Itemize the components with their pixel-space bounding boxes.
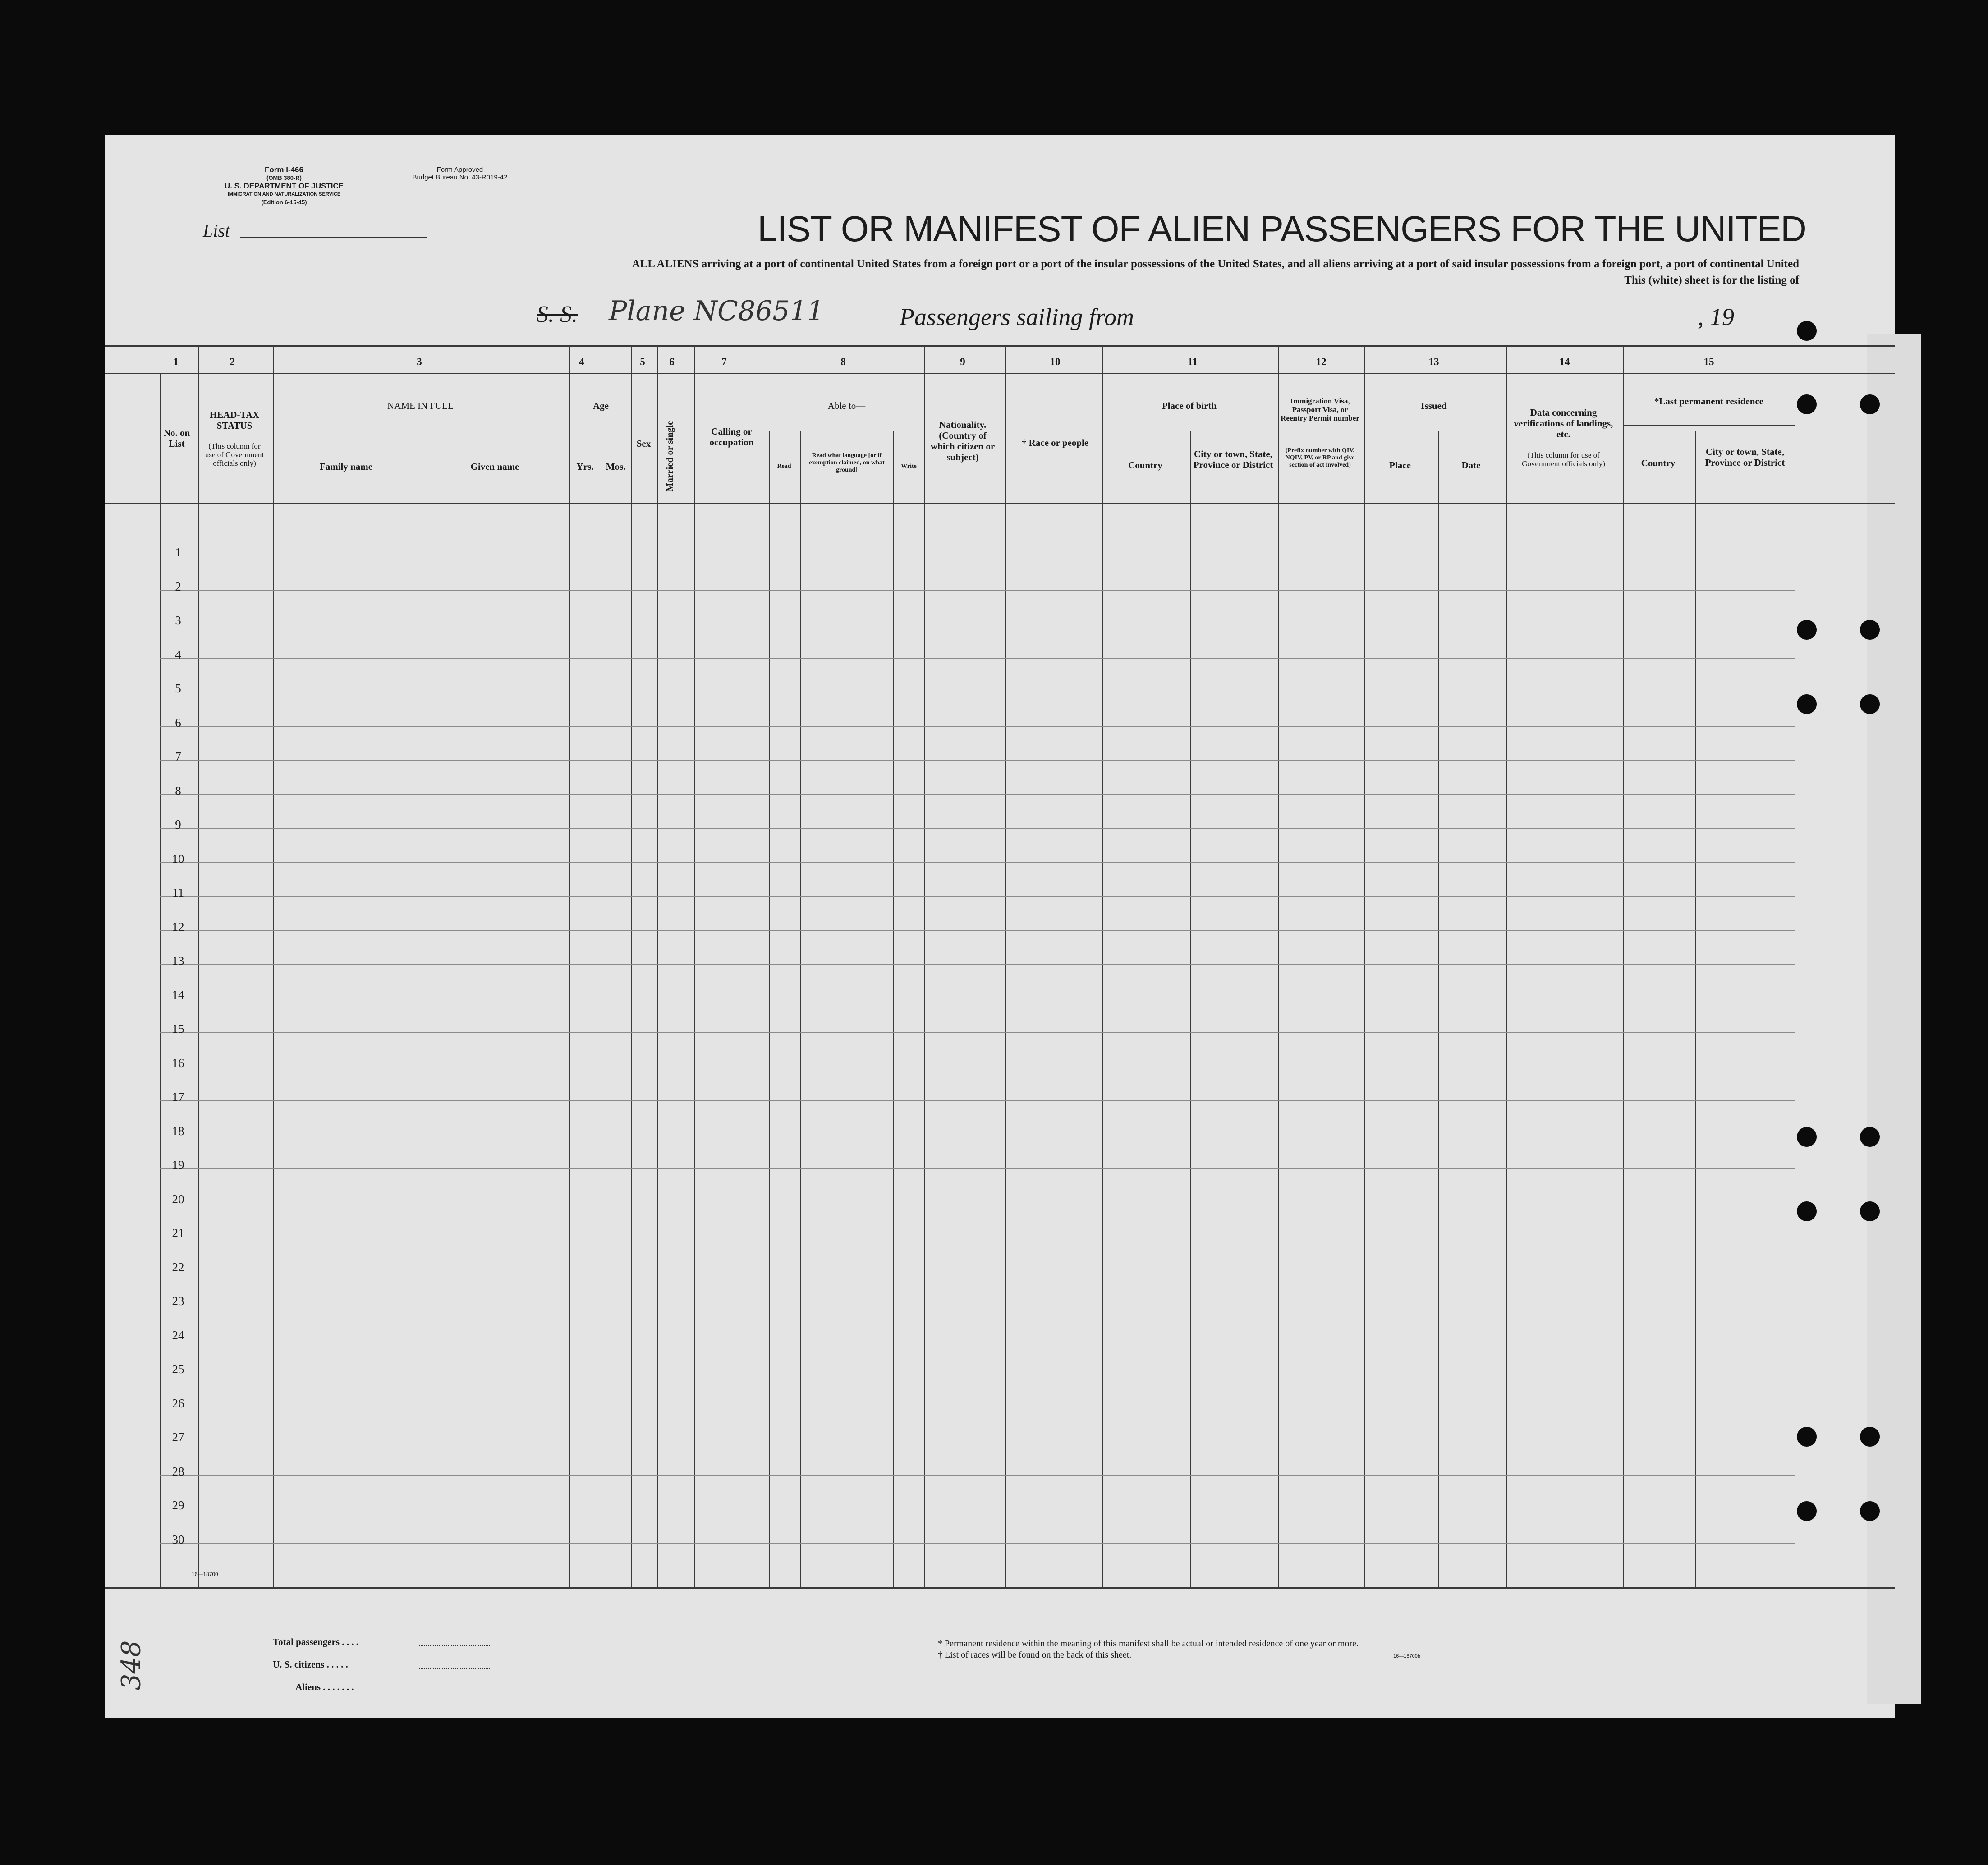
header-data-note: (This column for use of Government officials only) (1522, 451, 1605, 468)
colnum-divider (273, 346, 274, 373)
header-nationality: Nationality. (Country of which citizen or subject) (930, 419, 995, 463)
header-name-in-full: NAME IN FULL (387, 400, 454, 411)
punch-hole (1797, 394, 1817, 414)
header-res-country: Country (1641, 458, 1676, 468)
row-number: 24 (172, 1329, 184, 1342)
column-line (800, 431, 801, 1587)
row-number: 14 (172, 988, 184, 1002)
header-read: Read (777, 463, 791, 470)
punch-hole (1797, 321, 1817, 341)
subtitle: ALL ALIENS arriving at a port of continental United States from a foreign port or a port of the insular possessions of the United States, and all aliens arriving at a port of said insular possessions from a foreign port, a port of continental United (632, 258, 1799, 270)
header-age: Age (593, 400, 609, 411)
header-bottom-border (105, 503, 1895, 504)
us-citizens-blank (419, 1668, 491, 1669)
subtitle-2: This (white) sheet is for the listing of (1624, 274, 1799, 286)
form-number: Form I-466 (265, 165, 303, 174)
form-department: U. S. DEPARTMENT OF JUSTICE (224, 182, 344, 190)
row-number: 26 (172, 1397, 184, 1410)
col-number-5: 5 (640, 356, 645, 367)
budget-number: Budget Bureau No. 43-R019-42 (412, 174, 508, 181)
header-issued-date: Date (1461, 460, 1481, 471)
column-line (769, 431, 770, 1587)
row-number: 13 (172, 954, 184, 967)
row-number: 4 (175, 648, 181, 661)
row-number: 8 (175, 784, 181, 797)
year-value: 19 (1710, 303, 1734, 330)
form-edition: (Edition 6-15-45) (261, 199, 307, 206)
row-line (160, 1100, 1795, 1101)
punch-hole (1860, 694, 1880, 714)
header-mos: Mos. (606, 461, 626, 472)
colnum-divider (1623, 346, 1624, 373)
row-number: 20 (172, 1192, 184, 1206)
header-visa-note: (Prefix number with QIV, NQIV, PV, or RP and give section of act involved) (1285, 447, 1355, 468)
torn-edge (1867, 334, 1921, 1704)
punch-hole (1797, 620, 1817, 640)
row-line (160, 1543, 1795, 1544)
row-line (160, 726, 1795, 727)
punch-hole (1797, 1201, 1817, 1221)
header-last-residence: *Last permanent residence (1654, 396, 1764, 407)
punch-hole (1860, 1201, 1880, 1221)
col-number-12: 12 (1316, 356, 1327, 367)
header-birth-city: City or town, State, Province or District (1193, 449, 1273, 470)
total-passengers-label: Total passengers . . . . (273, 1636, 358, 1647)
punch-hole (1860, 1127, 1880, 1147)
colnum-border (105, 373, 1895, 374)
residence-subheader-line (1623, 425, 1795, 426)
print-code-2: 16—18700b (1393, 1654, 1420, 1659)
form-id-block (194, 166, 374, 206)
punch-hole (1860, 394, 1880, 414)
row-line (160, 1168, 1795, 1169)
row-number: 3 (175, 614, 181, 627)
header-race: † Race or people (1021, 437, 1089, 448)
row-line (160, 590, 1795, 591)
header-write: Write (901, 463, 917, 470)
header-sex: Sex (636, 438, 651, 449)
row-number: 1 (175, 545, 181, 559)
col-number-4: 4 (579, 356, 584, 367)
colnum-divider (1278, 346, 1279, 373)
row-line (160, 658, 1795, 659)
row-number: 16 (172, 1056, 184, 1070)
row-number: 19 (172, 1158, 184, 1172)
row-number: 22 (172, 1260, 184, 1274)
header-visa: Immigration Visa, Passport Visa, or Reentry Permit number (1281, 397, 1359, 422)
header-head-tax: HEAD-TAX STATUS (209, 409, 260, 431)
row-number: 29 (172, 1498, 184, 1512)
header-issued-place: Place (1389, 460, 1411, 471)
row-number: 2 (175, 580, 181, 593)
row-number: 12 (172, 920, 184, 934)
col-number-6: 6 (669, 356, 675, 367)
row-line (160, 794, 1795, 795)
row-number: 17 (172, 1090, 184, 1104)
header-data-concerning: Data concerning verifications of landings, etc. (1514, 407, 1613, 440)
row-line (160, 862, 1795, 863)
year-prefix: , 19 (1698, 303, 1734, 330)
list-label: List (203, 220, 230, 241)
header-yrs: Yrs. (576, 461, 594, 472)
row-number: 28 (172, 1465, 184, 1478)
row-line (160, 1475, 1795, 1476)
table-bottom-border (105, 1587, 1895, 1589)
total-passengers-blank (419, 1645, 491, 1646)
punch-hole (1797, 1427, 1817, 1447)
ss-label: S. S. (537, 302, 578, 327)
form-service: IMMIGRATION AND NATURALIZATION SERVICE (227, 192, 341, 197)
punch-hole (1860, 1501, 1880, 1521)
punch-hole (1860, 1427, 1880, 1447)
table-top-border (105, 345, 1895, 347)
footnote-permanent: * Permanent residence within the meaning of this manifest shall be actual or intended residence of one year or more. (938, 1639, 1359, 1649)
col-number-9: 9 (960, 356, 965, 367)
col-number-14: 14 (1559, 356, 1570, 367)
us-citizens-label: U. S. citizens . . . . . (273, 1659, 348, 1670)
margin-note: 348 (115, 1640, 147, 1691)
col-number-2: 2 (230, 356, 235, 367)
approval-block (392, 166, 528, 181)
print-code: 16—18700 (192, 1571, 218, 1577)
header-head-tax-note: (This column for use of Government officials only) (205, 442, 264, 467)
colnum-divider (694, 346, 695, 373)
row-number: 7 (175, 750, 181, 763)
row-line (160, 896, 1795, 897)
colnum-divider (198, 346, 199, 373)
vessel-name-handwritten: Plane NC86511 (609, 295, 824, 327)
column-line (1695, 431, 1696, 1587)
row-number: 11 (172, 886, 184, 899)
header-place-of-birth: Place of birth (1162, 400, 1217, 411)
header-birth-country: Country (1128, 460, 1162, 471)
header-calling: Calling or occupation (709, 426, 754, 448)
aliens-label: Aliens . . . . . . . (295, 1682, 354, 1692)
row-line (160, 760, 1795, 761)
header-read-language: Read what language [or if exemption claimed, on what ground] (809, 452, 885, 473)
row-line (160, 828, 1795, 829)
form-approval: Form Approved (436, 166, 483, 174)
colnum-divider (1364, 346, 1365, 373)
row-number: 15 (172, 1022, 184, 1036)
row-number: 25 (172, 1362, 184, 1376)
col-number-1: 1 (173, 356, 179, 367)
column-line (1438, 431, 1439, 1587)
row-line (160, 964, 1795, 965)
col-number-8: 8 (840, 356, 846, 367)
row-number: 23 (172, 1294, 184, 1308)
col-number-3: 3 (417, 356, 422, 367)
row-number: 9 (175, 818, 181, 831)
manifest-sheet (105, 135, 1895, 1718)
row-number: 10 (172, 852, 184, 866)
col-number-7: 7 (721, 356, 727, 367)
header-married-or-single: Married or single (664, 421, 675, 492)
col-number-10: 10 (1050, 356, 1061, 367)
col-number-11: 11 (1188, 356, 1198, 367)
row-line (160, 1032, 1795, 1033)
row-number: 6 (175, 716, 181, 729)
column-line (893, 431, 894, 1587)
header-res-city: City or town, State, Province or District (1705, 446, 1785, 468)
row-line (160, 930, 1795, 931)
footnote-races: † List of races will be found on the back of this sheet. (938, 1650, 1132, 1660)
row-number: 27 (172, 1430, 184, 1444)
header-family-name: Family name (319, 461, 373, 472)
row-number: 21 (172, 1226, 184, 1240)
colnum-divider (1506, 346, 1507, 373)
header-no-on-list: No. on List (163, 427, 190, 449)
row-number: 5 (175, 682, 181, 695)
sailing-from-label: Passengers sailing from (900, 303, 1134, 330)
punch-hole (1797, 1501, 1817, 1521)
header-able-to: Able to— (827, 400, 866, 411)
header-given-name: Given name (470, 461, 519, 472)
colnum-divider (924, 346, 925, 373)
punch-hole (1860, 620, 1880, 640)
page-title: LIST OR MANIFEST OF ALIEN PASSENGERS FOR THE UNITED (758, 209, 1806, 249)
column-line (1190, 431, 1191, 1587)
row-number: 30 (172, 1533, 184, 1546)
row-number: 18 (172, 1124, 184, 1138)
form-code: (OMB 380-R) (266, 174, 302, 181)
col-number-15: 15 (1703, 356, 1714, 367)
punch-hole (1797, 694, 1817, 714)
list-blank (240, 237, 427, 238)
punch-hole (1797, 1127, 1817, 1147)
col-number-13: 13 (1428, 356, 1439, 367)
header-issued: Issued (1421, 400, 1447, 411)
colnum-divider (1102, 346, 1103, 373)
colnum-divider (1005, 346, 1006, 373)
